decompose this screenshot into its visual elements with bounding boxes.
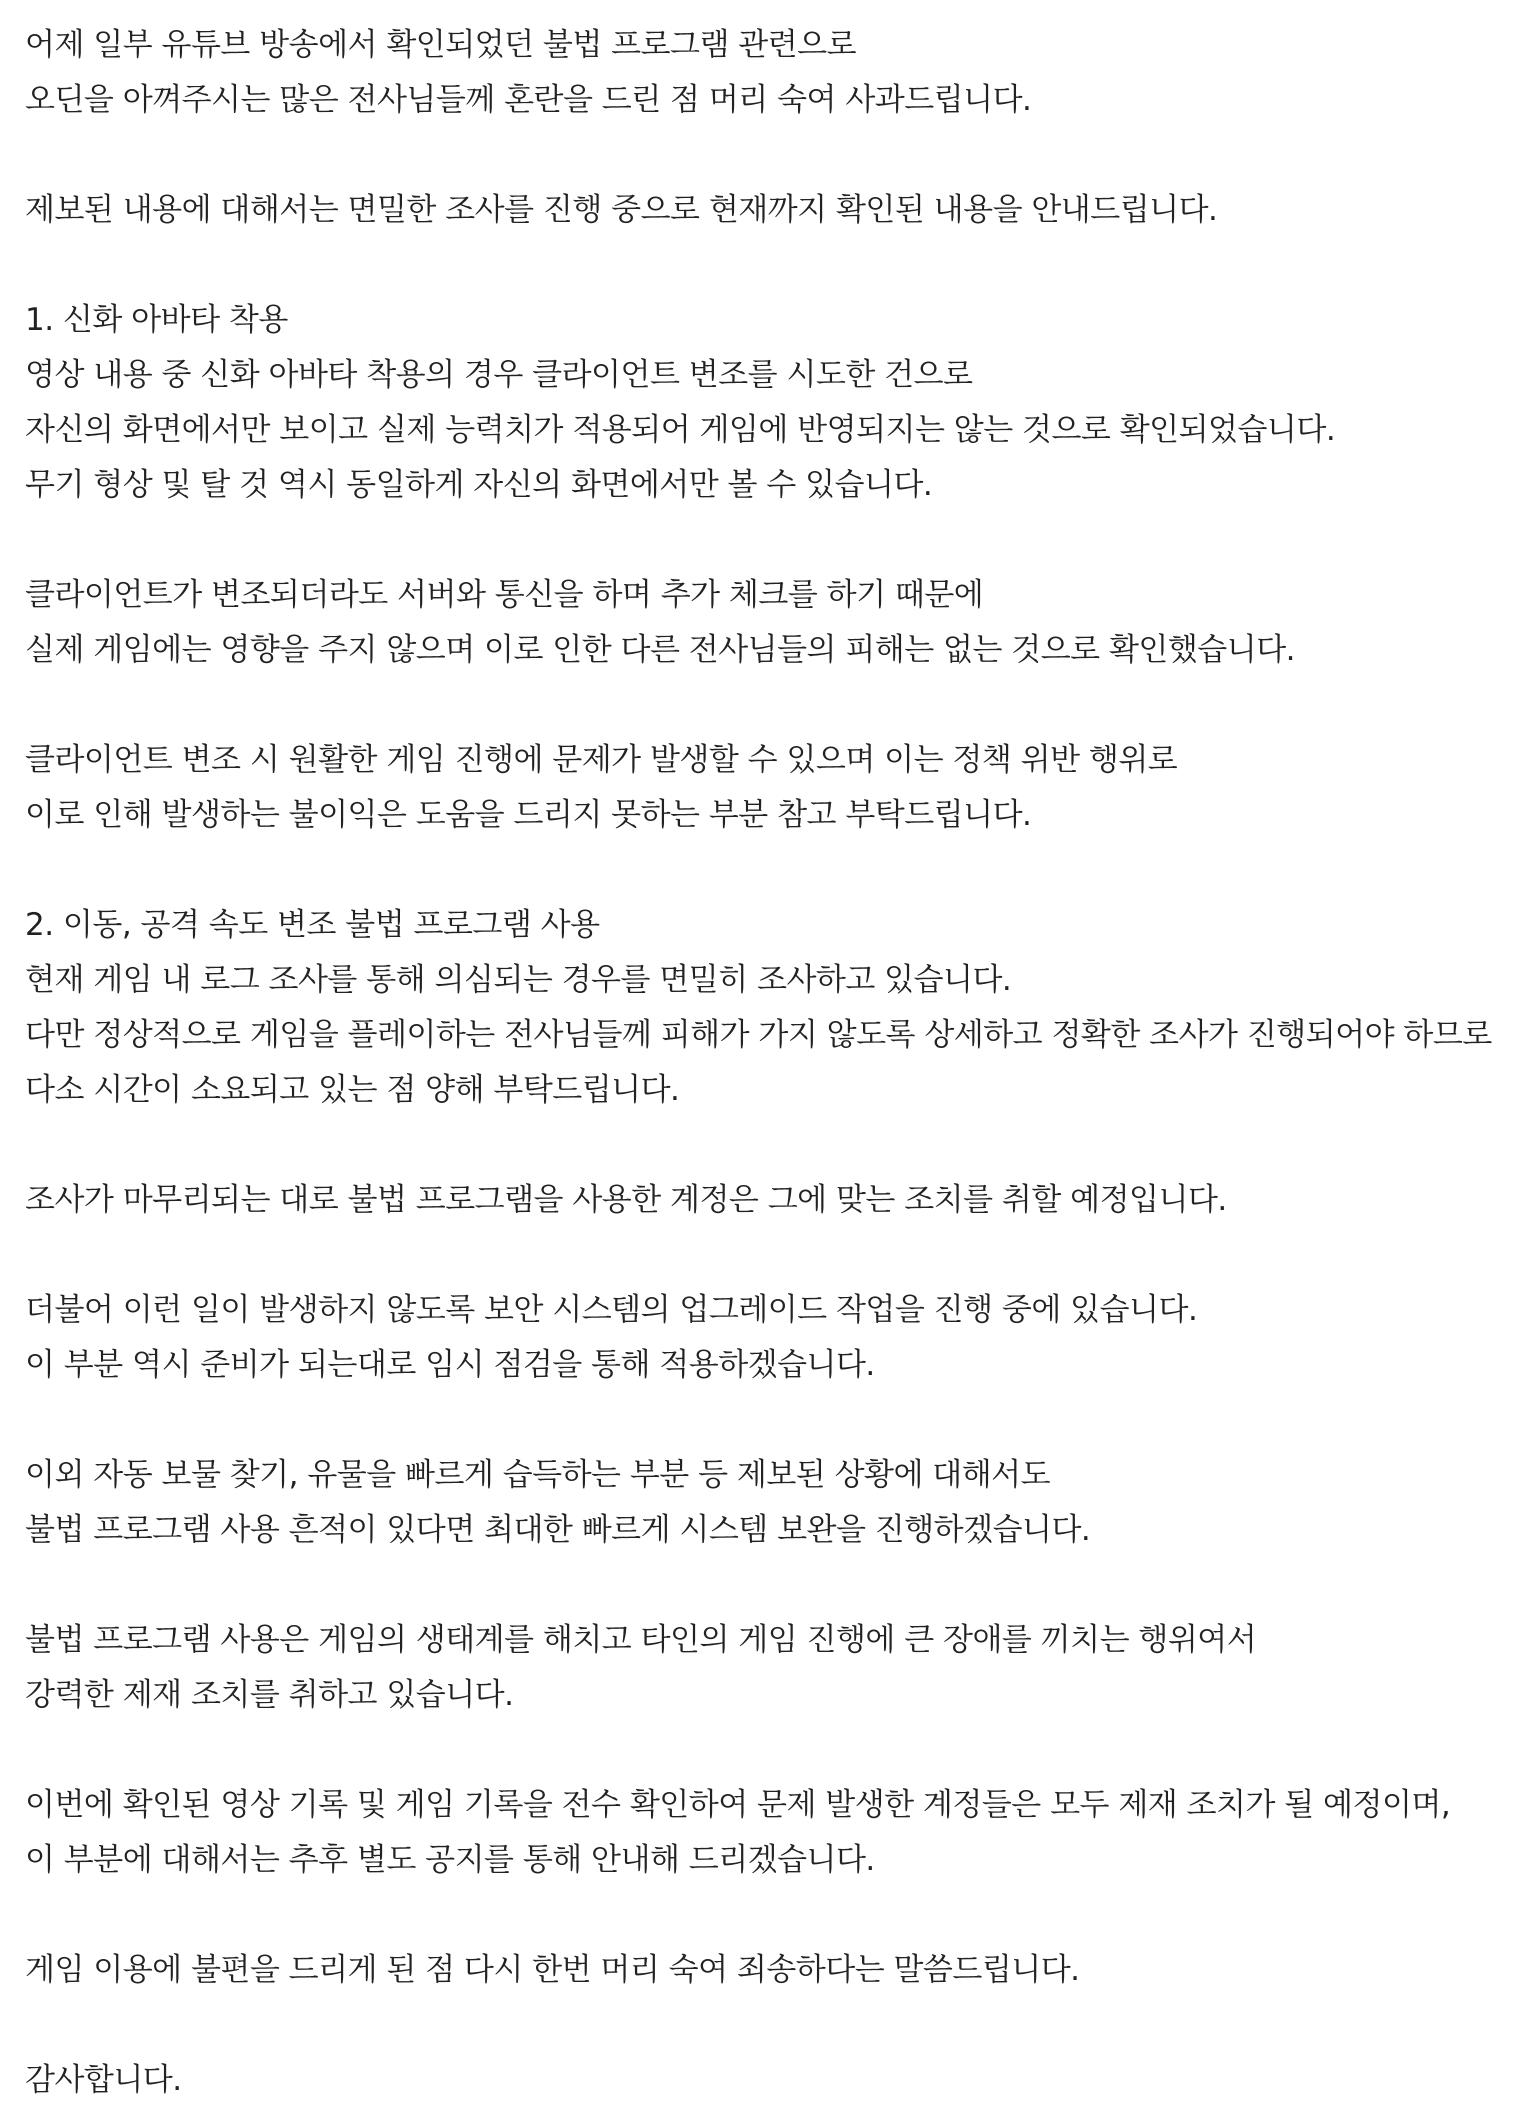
section-heading: 2. 이동, 공격 속도 변조 불법 프로그램 사용 [25, 907, 600, 943]
paragraph-gap [25, 238, 1525, 293]
notice-line: 이번에 확인된 영상 기록 및 게임 기록을 전수 확인하여 문제 발생한 계정들은 모두 제재 조치가 될 예정이며, [25, 1787, 1451, 1823]
notice-line: 오딘을 아껴주시는 많은 전사님들께 혼란을 드린 점 머리 숙여 사과드립니다. [25, 82, 1032, 118]
notice-line: 무기 형상 및 탈 것 역시 동일하게 자신의 화면에서만 볼 수 있습니다. [25, 467, 933, 503]
paragraph-gap [25, 1723, 1525, 1778]
closing-line: 감사합니다. [25, 2062, 182, 2098]
paragraph-gap [25, 1228, 1525, 1283]
notice-line: 제보된 내용에 대해서는 면밀한 조사를 진행 중으로 현재까지 확인된 내용을 안내드립니다. [25, 192, 1218, 228]
paragraph-gap [25, 678, 1525, 733]
notice-line: 자신의 화면에서만 보이고 실제 능력치가 적용되어 게임에 반영되지는 않는 것으로 확인되었습니다. [25, 412, 1336, 448]
paragraph-gap [25, 128, 1525, 183]
paragraph-gap [25, 1118, 1525, 1173]
notice-line: 불법 프로그램 사용은 게임의 생태계를 해치고 타인의 게임 진행에 큰 장애를 끼치는 행위여서 [25, 1622, 1257, 1658]
notice-line: 어제 일부 유튜브 방송에서 확인되었던 불법 프로그램 관련으로 [25, 27, 857, 63]
paragraph-gap [25, 1558, 1525, 1613]
notice-line: 다만 정상적으로 게임을 플레이하는 전사님들께 피해가 가지 않도록 상세하고 정확한 조사가 진행되어야 하므로 [25, 1017, 1492, 1053]
section-heading: 1. 신화 아바타 착용 [25, 302, 288, 338]
paragraph-gap [25, 843, 1525, 898]
notice-line: 영상 내용 중 신화 아바타 착용의 경우 클라이언트 변조를 시도한 건으로 [25, 357, 973, 393]
notice-line: 클라이언트 변조 시 원활한 게임 진행에 문제가 발생할 수 있으며 이는 정책 위반 행위로 [25, 742, 1178, 778]
paragraph-gap [25, 1998, 1525, 2053]
notice-line: 이외 자동 보물 찾기, 유물을 빠르게 습득하는 부분 등 제보된 상황에 대해서도 [25, 1457, 1051, 1493]
notice-line: 이로 인해 발생하는 불이익은 도움을 드리지 못하는 부분 참고 부탁드립니다. [25, 797, 1032, 833]
notice-line: 조사가 마무리되는 대로 불법 프로그램을 사용한 계정은 그에 맞는 조치를 취할 예정입니다. [25, 1182, 1227, 1218]
notice-line: 다소 시간이 소요되고 있는 점 양해 부탁드립니다. [25, 1072, 680, 1108]
notice-line: 클라이언트가 변조되더라도 서버와 통신을 하며 추가 체크를 하기 때문에 [25, 577, 984, 613]
notice-line: 이 부분에 대해서는 추후 별도 공지를 통해 안내해 드리겠습니다. [25, 1842, 875, 1878]
notice-document [25, 18, 1525, 2108]
paragraph-gap [25, 513, 1525, 568]
notice-line: 게임 이용에 불편을 드리게 된 점 다시 한번 머리 숙여 죄송하다는 말씀드립니다. [25, 1952, 1080, 1988]
paragraph-gap [25, 1393, 1525, 1448]
notice-line: 이 부분 역시 준비가 되는대로 임시 점검을 통해 적용하겠습니다. [25, 1347, 875, 1383]
notice-line: 불법 프로그램 사용 흔적이 있다면 최대한 빠르게 시스템 보완을 진행하겠습니다. [25, 1512, 1091, 1548]
notice-line: 현재 게임 내 로그 조사를 통해 의심되는 경우를 면밀히 조사하고 있습니다. [25, 962, 1012, 998]
notice-line: 실제 게임에는 영향을 주지 않으며 이로 인한 다른 전사님들의 피해는 없는 것으로 확인했습니다. [25, 632, 1295, 668]
paragraph-gap [25, 1888, 1525, 1943]
notice-line: 더불어 이런 일이 발생하지 않도록 보안 시스템의 업그레이드 작업을 진행 중에 있습니다. [25, 1292, 1198, 1328]
notice-line: 강력한 제재 조치를 취하고 있습니다. [25, 1677, 514, 1713]
